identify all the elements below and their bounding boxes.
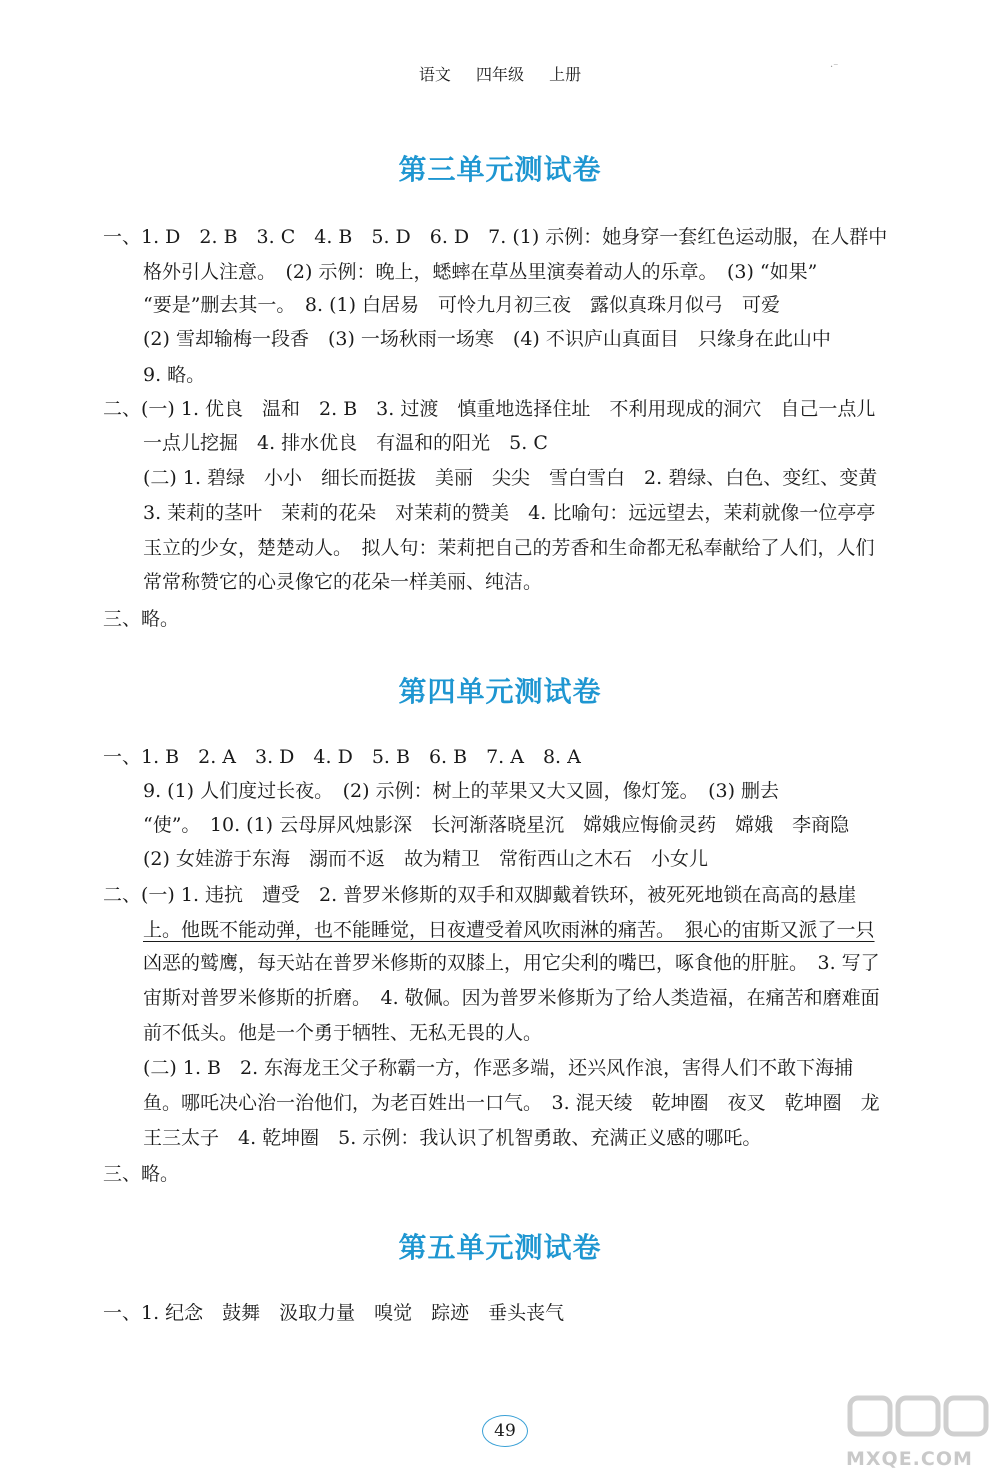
answer-line: 格外引人注意。 (2) 示例：晚上，蟋蟀在草丛里演奏着动人的乐章。 (3) “如果” [143, 261, 818, 283]
answer-line: (2) 雪却输梅一段香 (3) 一场秋雨一场寒 (4) 不识庐山真面目 只缘身在此山中 [143, 328, 831, 350]
page-number: 49 [482, 1415, 528, 1447]
answer-line: 玉立的少女，楚楚动人。 拟人句：茉莉把自己的芳香和生命都无私奉献给了人们，人们 [143, 537, 875, 559]
answer-line: “使”。 10. (1) 云母屏风烛影深 长河渐落晓星沉 嫦娥应悔偷灵药 嫦娥 李商隐 [143, 814, 850, 836]
answer-line: 鱼。哪吒决心治一治他们，为老百姓出一口气。 3. 混天绫 乾坤圈 夜叉 乾坤圈 龙 [143, 1092, 880, 1114]
answer-line: (二) 1. B 2. 东海龙王父子称霸一方，作恶多端，还兴风作浪，害得人们不敢下海捕 [143, 1057, 854, 1079]
answer-line: 凶恶的鹫鹰，每天站在普罗米修斯的双膝上，用它尖利的嘴巴，啄食他的肝脏。 3. 写了 [143, 952, 880, 974]
page-header [0, 62, 1000, 85]
answer-line: 一、1. B 2. A 3. D 4. D 5. B 6. B 7. A 8. A [103, 746, 581, 768]
answer-line: 三、略。 [103, 1163, 180, 1185]
answer-line: 前不低头。他是一个勇于牺牲、无私无畏的人。 [143, 1022, 543, 1044]
section-title-unit5: 第五单元测试卷 [398, 1231, 602, 1264]
answer-line: (二) 1. 碧绿 小小 细长而挺拔 美丽 尖尖 雪白雪白 2. 碧绿、白色、变红、变黄 [143, 467, 878, 489]
answer-line: 王三太子 4. 乾坤圈 5. 示例：我认识了机智勇敢、充满正义感的哪吒。 [143, 1127, 762, 1149]
header-volume: 上册 [549, 65, 582, 84]
answer-line: 上。他既不能动弹，也不能睡觉，日夜遭受着风吹雨淋的痛苦。 狠心的宙斯又派了一只 [143, 919, 875, 941]
header-subject: 语文 [418, 65, 451, 84]
answer-line: 9. 略。 [143, 364, 206, 386]
answer-line: 宙斯对普罗米修斯的折磨。 4. 敬佩。因为普罗米修斯为了给人类造福，在痛苦和磨难面 [143, 987, 880, 1009]
ornament-mark: ·⁻ [830, 62, 839, 73]
answer-line: 二、(一) 1. 优良 温和 2. B 3. 过渡 慎重地选择住址 不利用现成的洞穴 自己一点儿 [103, 398, 876, 420]
answer-line: 9. (1) 人们度过长夜。 (2) 示例：树上的苹果又大又圆，像灯笼。 (3) 删去 [143, 780, 780, 802]
answer-line: 三、略。 [103, 608, 180, 630]
answer-line: “要是”删去其一。 8. (1) 白居易 可怜九月初三夜 露似真珠月似弓 可爱 [143, 294, 781, 316]
section-title-unit4: 第四单元测试卷 [398, 675, 602, 708]
watermark-text: MXQE.COM [846, 1448, 973, 1470]
answer-line: 常常称赞它的心灵像它的花朵一样美丽、纯洁。 [143, 571, 543, 593]
answer-line: 3. 茉莉的茎叶 茉莉的花朵 对茉莉的赞美 4. 比喻句：远远望去，茉莉就像一位亭亭 [143, 502, 876, 524]
header-grade: 四年级 [475, 65, 524, 84]
answer-line: 一点儿挖掘 4. 排水优良 有温和的阳光 5. C [143, 432, 548, 454]
section-title-unit3: 第三单元测试卷 [398, 153, 602, 186]
answer-line: 一、1. D 2. B 3. C 4. B 5. D 6. D 7. (1) 示例：她身穿一套红色运动服，在人群中 [103, 226, 888, 248]
answer-line: 一、1. 纪念 鼓舞 汲取力量 嗅觉 踪迹 垂头丧气 [103, 1302, 565, 1324]
answer-line: 二、(一) 1. 违抗 遭受 2. 普罗米修斯的双手和双脚戴着铁环，被死死地锁在高高的悬崖 [103, 884, 857, 906]
answer-line: (2) 女娃游于东海 溺而不返 故为精卫 常衔西山之木石 小女儿 [143, 848, 708, 870]
